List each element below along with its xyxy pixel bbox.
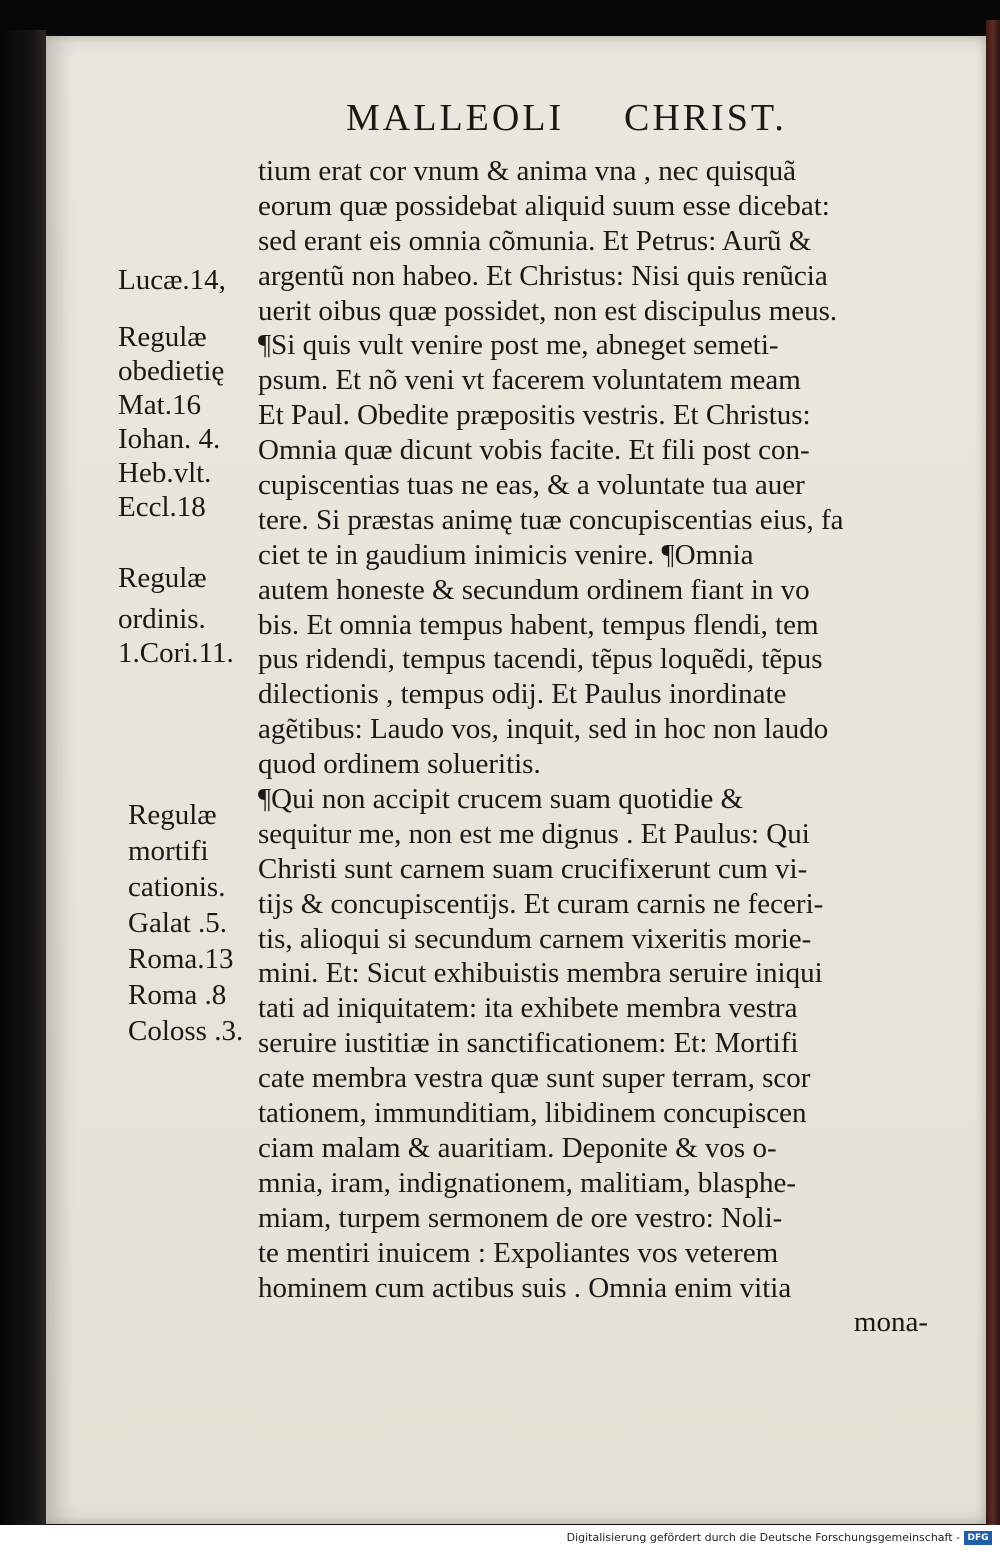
text-line: quod ordinem solueritis. [258, 748, 541, 781]
margin-note: Galat .5. [128, 907, 228, 939]
margin-note: mortifi [128, 835, 209, 867]
text-line: Omnia quæ dicunt vobis facite. Et fili post con- [258, 434, 810, 467]
margin-note: ordinis. [118, 603, 206, 635]
running-head [346, 96, 906, 146]
text-line: ciam malam & auaritiam. Deponite & vos o- [258, 1131, 777, 1164]
text-line: cate membra vestra quæ sunt super terram, scor [258, 1062, 811, 1095]
text-line: eorum quæ possidebat aliquid suum esse dicebat: [258, 189, 830, 222]
text-line: sequitur me, non est me dignus . Et Paulus: Qui [258, 817, 810, 850]
text-line: ¶Si quis vult venire post me, abneget semeti- [258, 329, 779, 362]
text-line: mnia, iram, indignationem, malitiam, blasphe- [258, 1166, 796, 1199]
margin-note: Roma .8 [128, 979, 227, 1011]
text-line: agẽtibus: Laudo vos, inquit, sed in hoc non laudo [258, 713, 829, 746]
book-spine [0, 30, 46, 1525]
scan-top-border [0, 0, 1000, 34]
margin-note: Regulæ [118, 562, 207, 594]
text-line: tis, alioqui si secundum carnem vixeritis morie- [258, 922, 812, 955]
text-line: tijs & concupiscentijs. Et curam carnis ne feceri- [258, 887, 824, 920]
text-line: psum. Et nõ veni vt facerem voluntatem meam [258, 364, 801, 397]
text-line: bis. Et omnia tempus habent, tempus flendi, tem [258, 608, 819, 641]
catchword: mona- [853, 1306, 928, 1339]
text-line: Et Paul. Obedite præpositis vestris. Et Christus: [258, 399, 811, 432]
text-line: tere. Si præstas animę tuæ concupiscentias eius, fa [258, 503, 844, 536]
book-page [46, 36, 986, 1524]
margin-note: cationis. [128, 871, 226, 903]
text-line: autem honeste & secundum ordinem fiant in vo [258, 573, 810, 606]
margin-note: Regulæ [118, 321, 207, 353]
margin-note: Lucæ.14, [118, 264, 226, 296]
text-line: argentũ non habeo. Et Christus: Nisi quis renũcia [258, 259, 828, 292]
body-text [258, 154, 928, 1340]
text-line: miam, turpem sermonem de ore vestro: Noli- [258, 1201, 783, 1234]
text-line: pus ridendi, tempus tacendi, tẽpus loquẽdi, tẽpus [258, 643, 823, 676]
margin-note: Coloss .3. [128, 1015, 244, 1047]
dfg-logo: DFG [964, 1531, 992, 1545]
margin-note: Mat.16 [118, 389, 201, 421]
text-line: ¶Qui non accipit crucem suam quotidie & [258, 783, 744, 816]
margin-note: Heb.vlt. [118, 457, 212, 489]
text-line: hominem cum actibus suis . Omnia enim vitia [258, 1271, 792, 1304]
running-head-word-1: MALLEOLI [346, 97, 565, 139]
margin-note: 1.Cori.11. [118, 637, 234, 669]
margin-note: Roma.13 [128, 943, 234, 975]
text-line: tationem, immunditiam, libidinem concupiscen [258, 1097, 807, 1130]
footer-bar [0, 1525, 1000, 1550]
margin-note: Regulæ [128, 799, 217, 831]
funding-credit: Digitalisierung gefördert durch die Deutsche Forschungsgemeinschaft - [566, 1531, 960, 1544]
margin-note: Eccl.18 [118, 491, 206, 523]
text-line: tati ad iniquitatem: ita exhibete membra vestra [258, 992, 798, 1025]
margin-note: obedietię [118, 355, 225, 387]
margin-note: Iohan. 4. [118, 423, 221, 455]
page-edge [986, 20, 1000, 1525]
text-line: Christi sunt carnem suam crucifixerunt cum vi- [258, 852, 808, 885]
text-line: uerit oibus quæ possidet, non est discipulus meus. [258, 294, 838, 327]
text-line: mini. Et: Sicut exhibuistis membra seruire iniqui [258, 957, 823, 990]
text-line: sed erant eis omnia cõmunia. Et Petrus: Aurũ & [258, 224, 812, 257]
text-line: dilectionis , tempus odij. Et Paulus inordinate [258, 678, 787, 711]
text-line: tium erat cor vnum & anima vna , nec quisquã [258, 155, 796, 187]
running-head-word-2: CHRIST. [624, 97, 787, 139]
text-line: seruire iustitiæ in sanctificationem: Et: Mortifi [258, 1027, 799, 1060]
text-line: ciet te in gaudium inimicis venire. ¶Omnia [258, 538, 754, 571]
text-line: cupiscentias tuas ne eas, & a voluntate tua auer [258, 469, 805, 502]
text-line: te mentiri inuicem : Expoliantes vos veterem [258, 1236, 779, 1269]
